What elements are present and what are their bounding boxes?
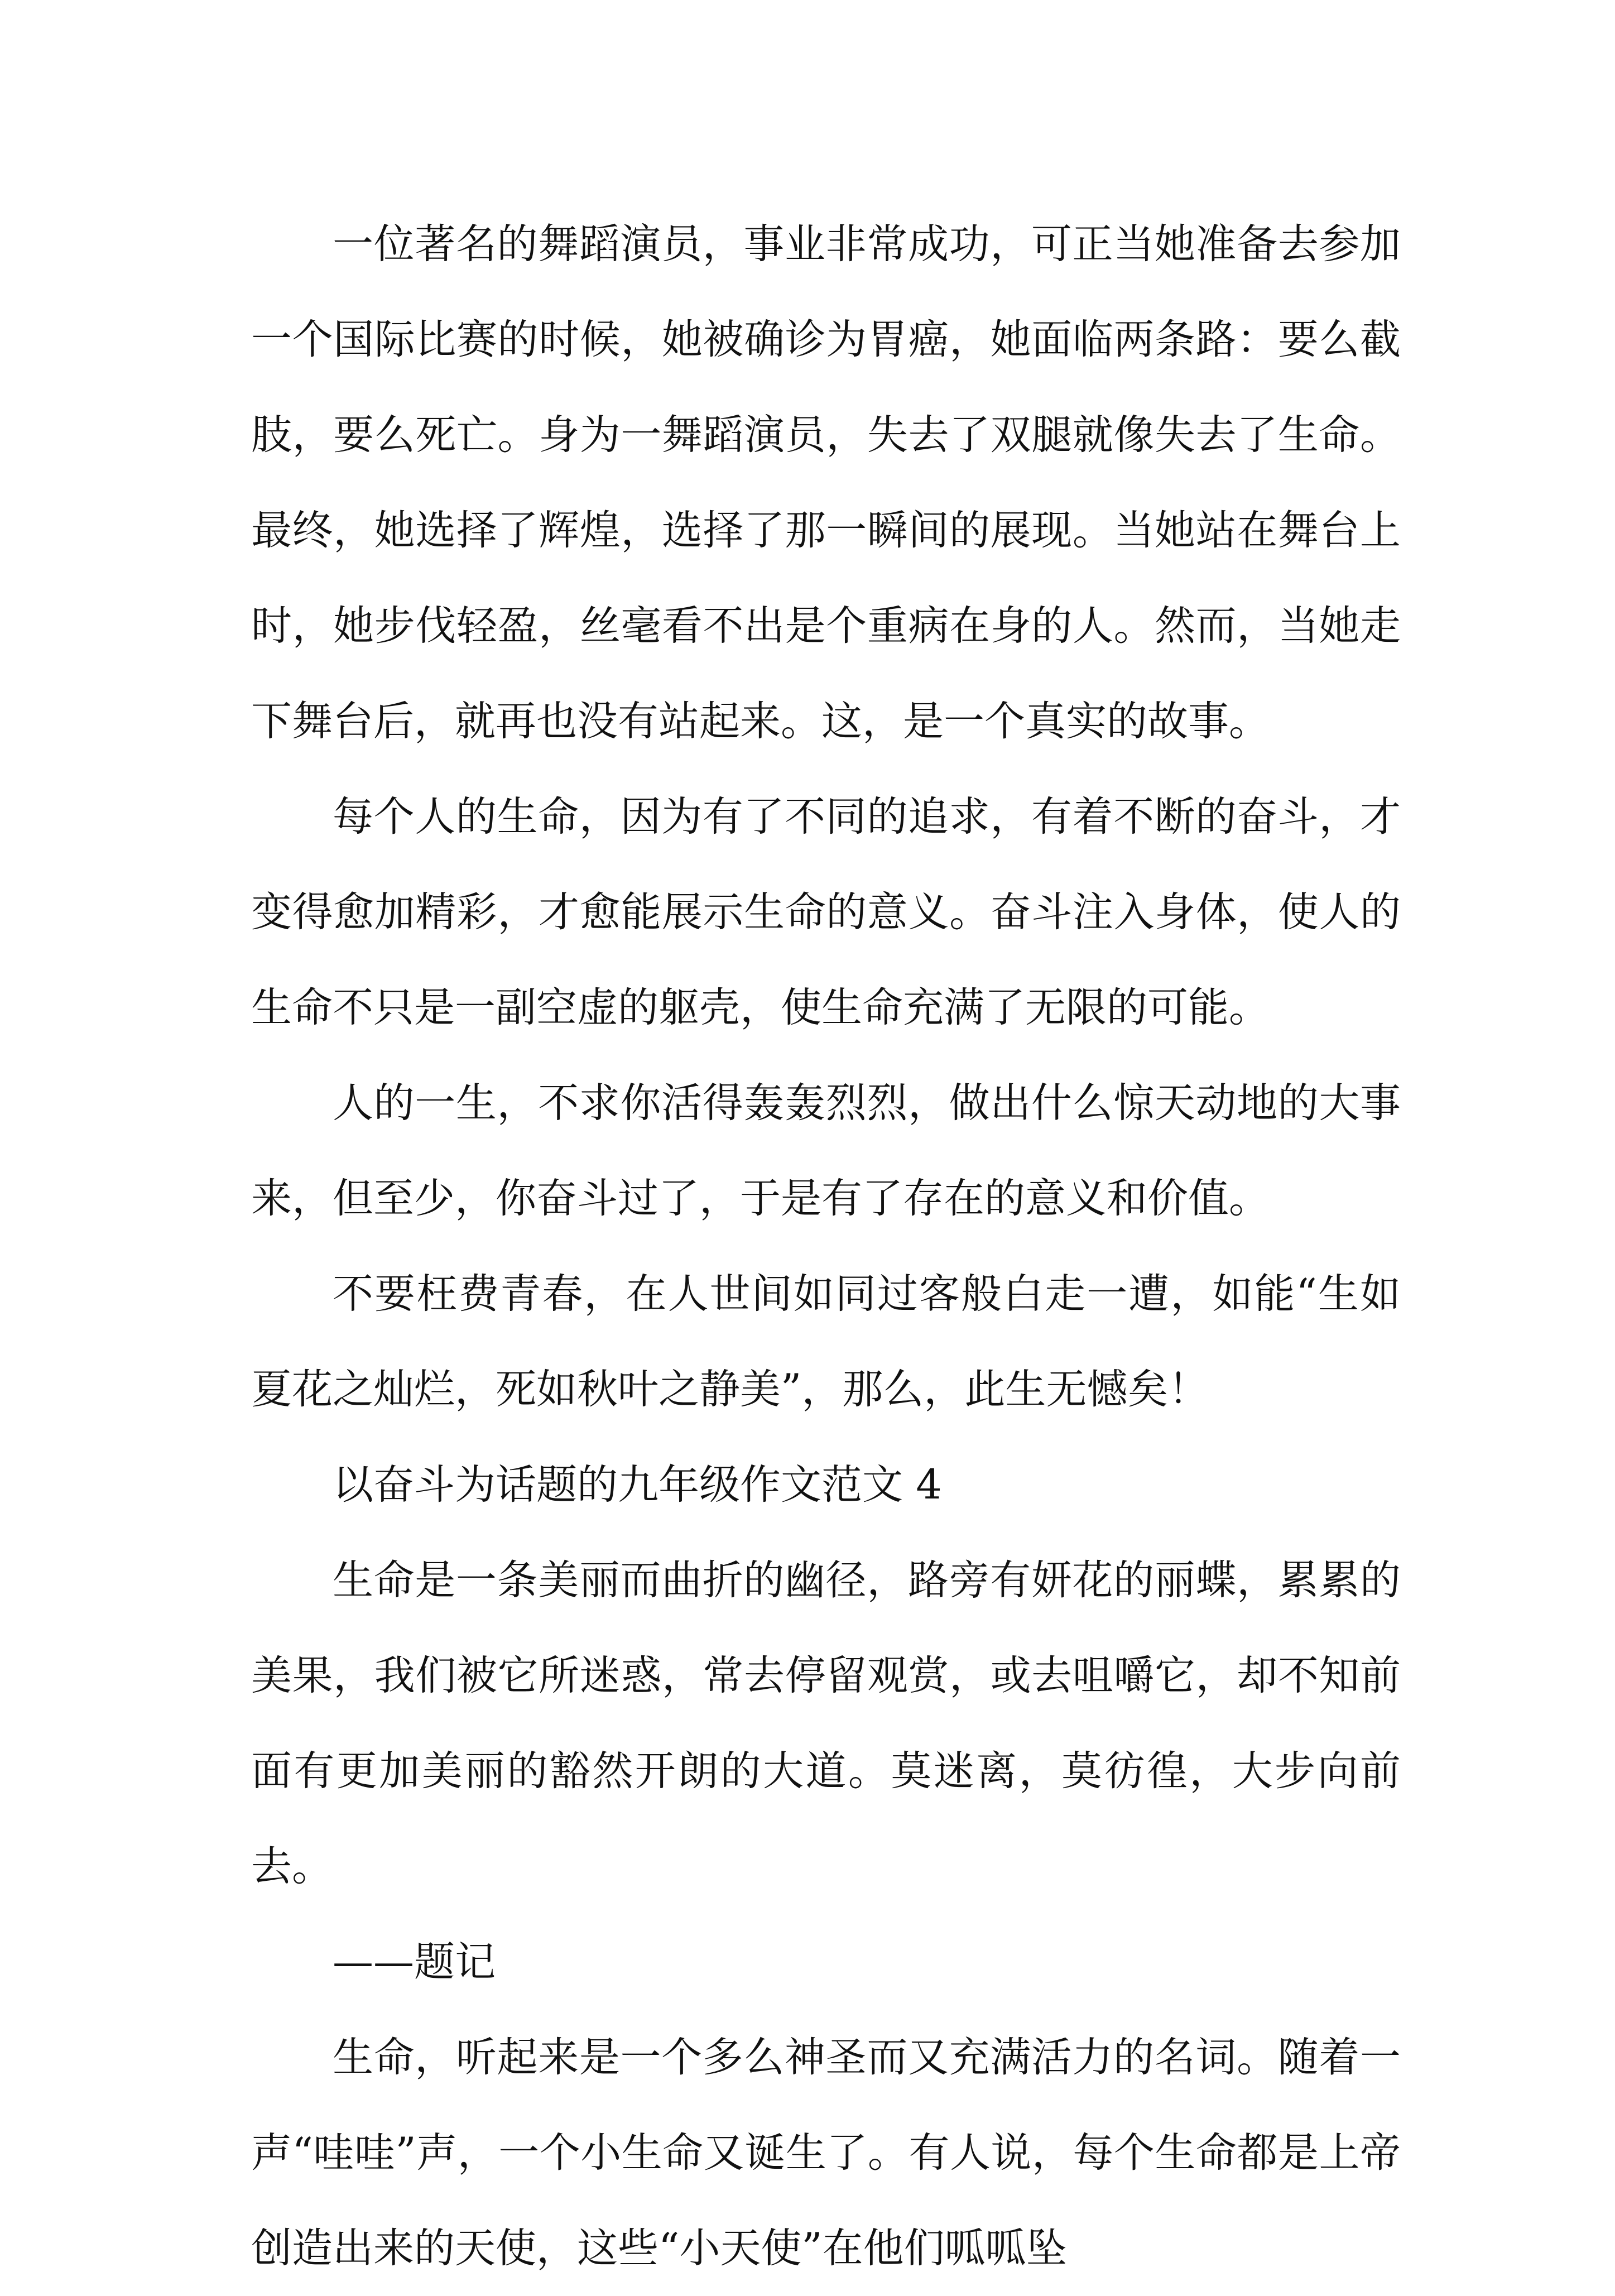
epigraph: 生命是一条美丽而曲折的幽径，路旁有妍花的丽蝶，累累的美果，我们被它所迷惑，常去停留观赏，或去咀嚼它，却不知前面有更加美丽的豁然开朗的大道。莫迷离，莫彷徨，大步向前去。 — [251, 1557, 1401, 1890]
paragraph-pursuit: 每个人的生命，因为有了不同的追求，有着不断的奋斗，才变得愈加精彩，才愈能展示生命的意义。奋斗注入身体，使人的生命不只是一副空虚的躯壳，使生命充满了无限的可能。 — [251, 793, 1401, 1031]
paragraph-life: 人的一生，不求你活得轰轰烈烈，做出什么惊天动地的大事来，但至少，你奋斗过了，于是有了存在的意义和价值。 — [251, 1079, 1401, 1222]
section-heading: 以奋斗为话题的九年级作文范文 4 — [333, 1461, 942, 1509]
paragraph-youth: 不要枉费青春，在人世间如同过客般白走一遭，如能“生如夏花之灿烂，死如秋叶之静美”，那么，此生无憾矣！ — [251, 1270, 1401, 1413]
epigraph-note: ——题记 — [333, 1938, 496, 1986]
paragraph-birth: 生命，听起来是一个多么神圣而又充满活力的名词。随着一声“哇哇”声，一个小生命又诞生了。有人说，每个生命都是上帝创造出来的天使，这些“小天使”在他们呱呱坠 — [251, 2034, 1401, 2272]
document-body — [251, 196, 1401, 2296]
paragraph-dancer-story: 一位著名的舞蹈演员，事业非常成功，可正当她准备去参加一个国际比赛的时候，她被确诊为胃癌，她面临两条路：要么截肢，要么死亡。身为一舞蹈演员，失去了双腿就像失去了生命。最终，她选择了辉煌，选择了那一瞬间的展现。当她站在舞台上时，她步伐轻盈，丝毫看不出是个重病在身的人。然而，当她走下舞台后，就再也没有站起来。这，是一个真实的故事。 — [251, 220, 1401, 745]
